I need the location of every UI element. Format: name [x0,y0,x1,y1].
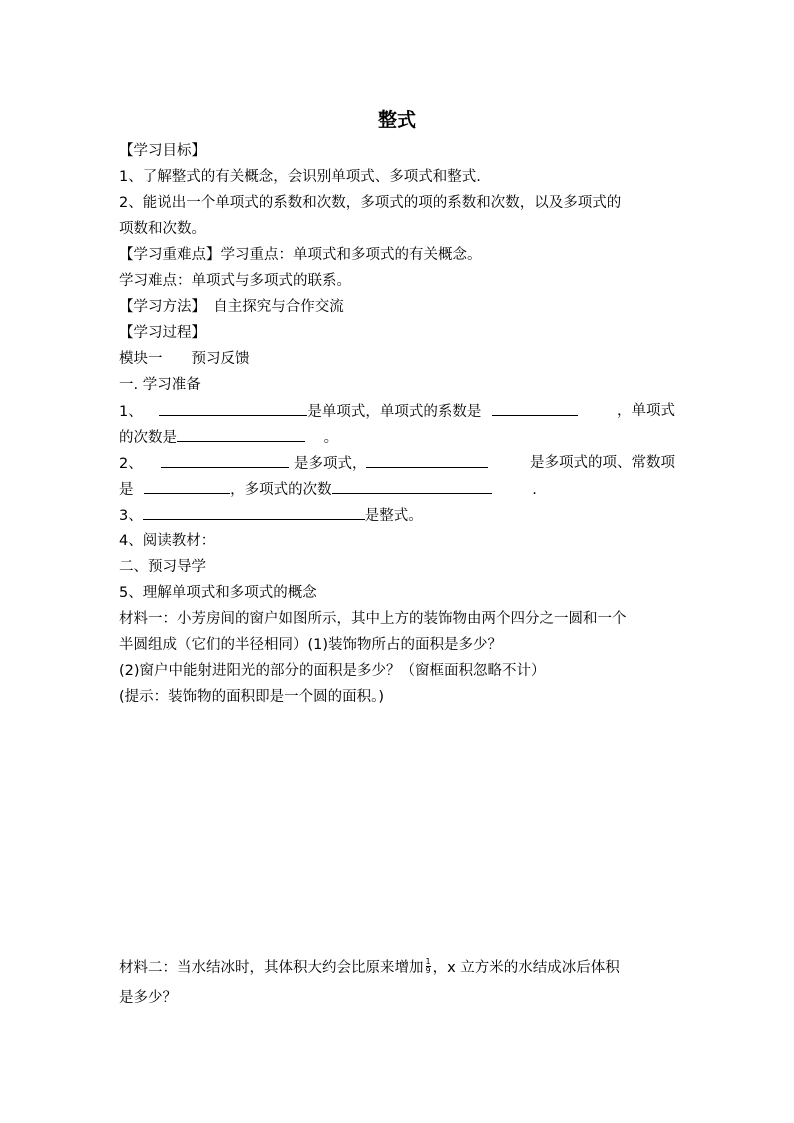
goal-item-1: 1、了解整式的有关概念，会识别单项式、多项式和整式. [119,169,481,185]
material-2-line-2: 是多少？ [119,990,177,1006]
page-title: 整式 [377,109,416,131]
material-2-text-b: ，x 立方米的水结成冰后体积 [432,960,620,976]
process-heading: 【学习过程】 [119,325,206,341]
question-1-line-1 [119,401,675,422]
question-1-text-c: 的次数是 [119,430,177,446]
difficult-points: 学习难点：单项式与多项式的联系。 [119,273,351,289]
question-4: 4、阅读教材： [119,533,216,549]
question-1-blank-degree[interactable] [177,427,305,442]
question-1-text-b: ，单项式 [617,403,675,419]
question-5: 5、理解单项式和多项式的概念 [119,585,317,601]
question-2-text-e: . [532,482,537,498]
question-2-blank-terms[interactable] [366,453,488,468]
question-2-blank-constant[interactable] [144,479,230,494]
question-2-text-d: ，多项式的次数 [230,482,332,498]
material-1-line-4: (提示：装饰物的面积即是一个圆的面积。) [119,689,385,705]
goal-item-2-line-1: 2、能说出一个单项式的系数和次数，多项式的项的系数和次数，以及多项式的 [119,195,622,211]
question-2-text-a: 是多项式， [293,456,367,472]
material-1-line-3: (2)窗户中能射进阳光的部分的面积是多少？（窗框面积忽略不计） [119,663,546,679]
question-1-blank-monomial[interactable] [159,401,307,416]
module-one-heading: 模块一 预习反馈 [119,351,250,367]
question-3-text: 是整式。 [364,508,423,524]
material-2-text-a: 材料二：当水结冰时，其体积大约会比原来增加 [119,960,424,976]
fraction-denominator: 9 [425,966,431,975]
material-2-line-1 [119,958,620,978]
question-3-number: 3、 [119,508,143,524]
question-1-text-a: 是单项式，单项式的系数是 [307,404,482,420]
question-2-number: 2、 [119,456,143,472]
fraction-one-ninth [426,958,431,975]
question-2-blank-degree[interactable] [332,479,492,494]
material-1-line-2: 半圆组成（它们的半径相同）(1)装饰物所占的面积是多少？ [119,637,503,653]
question-3 [119,505,423,526]
guided-study-heading: 二、预习导学 [119,559,206,575]
key-points: 【学习重难点】学习重点：单项式和多项式的有关概念。 [119,247,482,263]
question-2-line-2 [119,479,537,500]
question-2-text-b: 是多项式的项、常数项 [530,455,675,471]
goal-heading: 【学习目标】 [119,143,206,159]
question-1-blank-coefficient[interactable] [492,401,578,416]
question-2-blank-polynomial[interactable] [161,453,289,468]
material-1-line-1: 材料一：小芳房间的窗户如图所示，其中上方的装饰物由两个四分之一圆和一个 [119,611,627,627]
fraction-numerator: 1 [425,957,431,966]
goal-item-2-line-2: 项数和次数。 [119,221,206,237]
question-1-number: 1、 [119,404,143,420]
question-1-text-d: 。 [323,430,339,446]
preparation-heading: 一. 学习准备 [119,377,201,393]
question-3-blank-expression[interactable] [143,505,365,520]
study-method: 【学习方法】 自主探究与合作交流 [119,299,344,315]
question-2-text-c: 是 [119,482,134,498]
question-2-line-1 [119,453,675,474]
question-1-line-2 [119,427,338,448]
